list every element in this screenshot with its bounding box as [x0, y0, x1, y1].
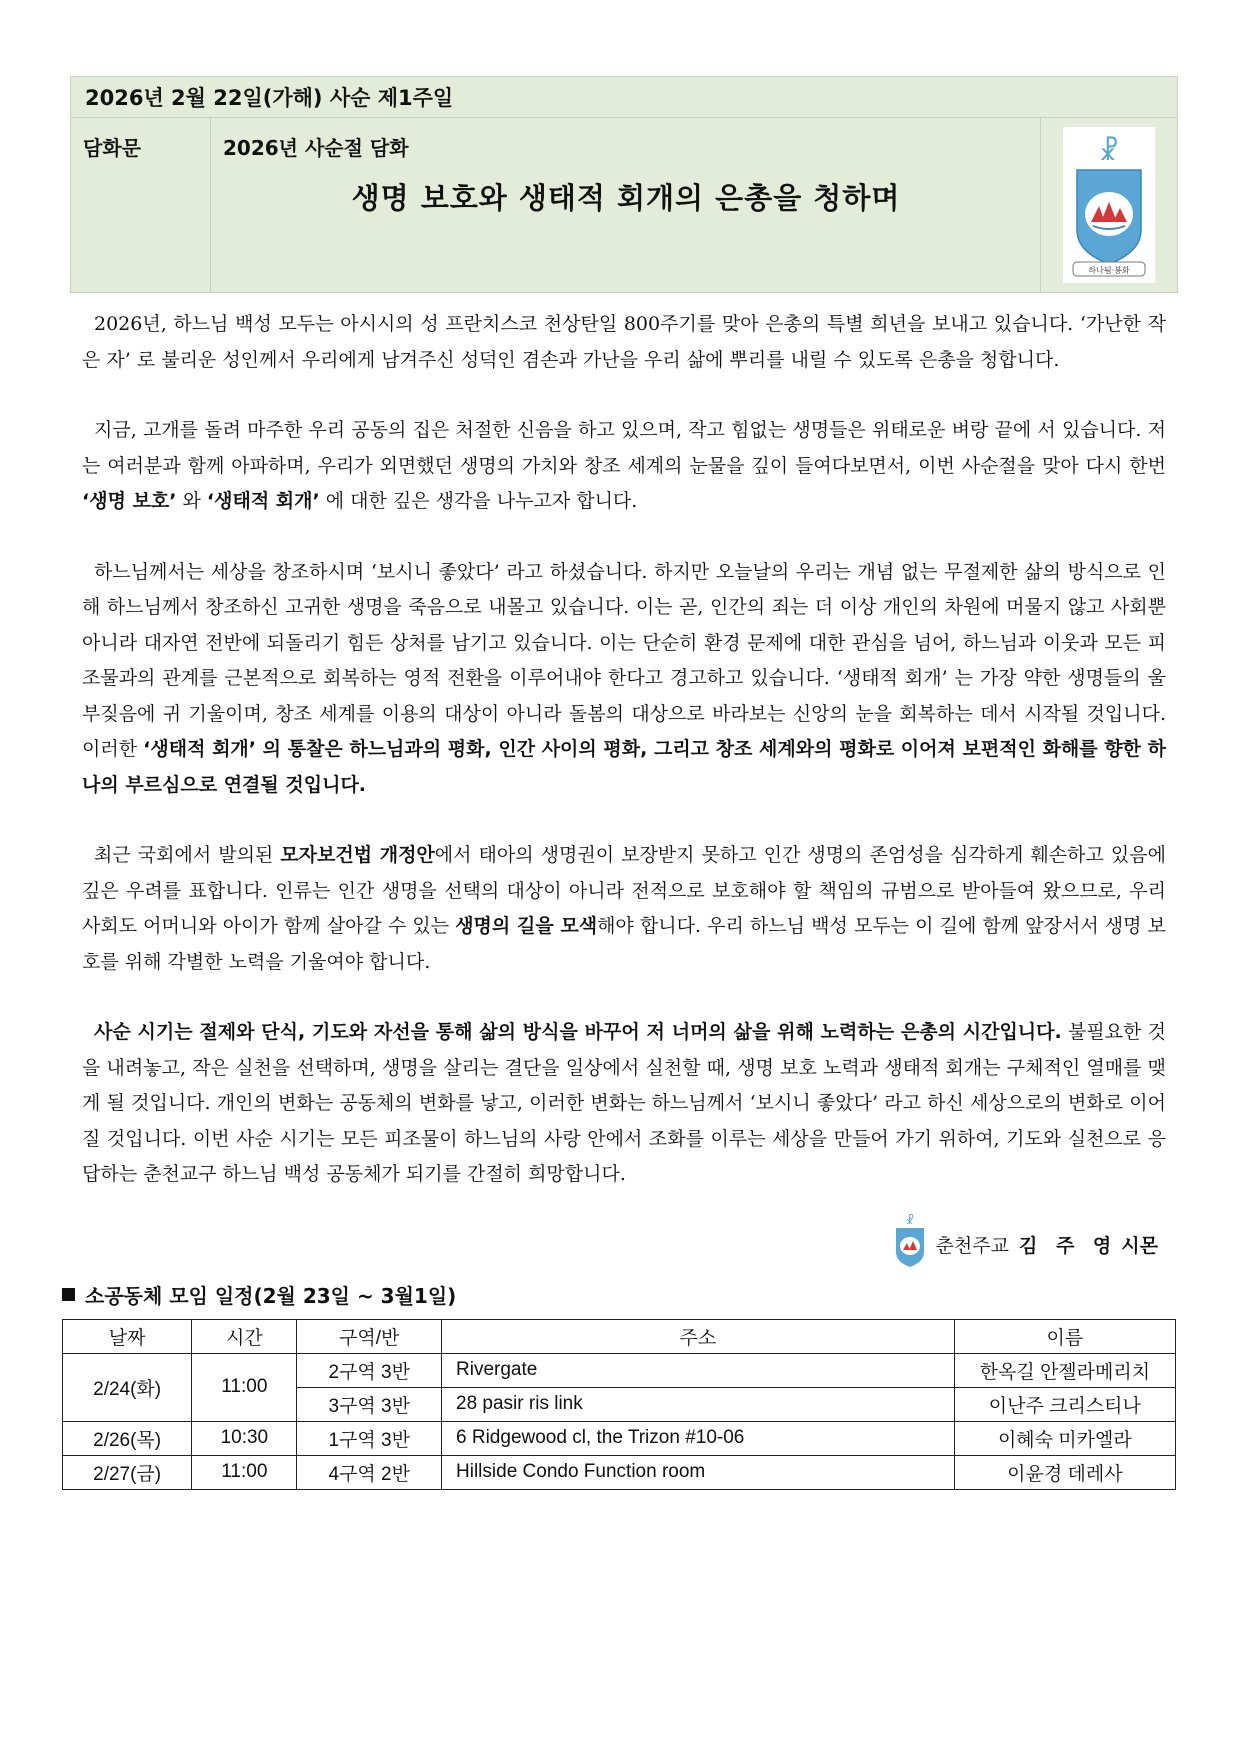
- title-block: [70, 118, 1178, 293]
- cell-address: Rivergate: [442, 1353, 955, 1387]
- signature-title: 춘천주교: [935, 1235, 1009, 1257]
- paragraph-2: 지금, 고개를 돌려 마주한 우리 공동의 집은 처절한 신음을 하고 있으며, 작고 힘없는 생명들은 위태로운 벼랑 끝에 서 있습니다. 저는 여러분과 함께 아파하며, 우리가 외면했던 생명의 가치와 창조 세계의 눈물을 깊이 들여다보면서, 이번 사순절을 맞아 다시 한번 ‘생명 보호’ 와 ‘생태적 회개’ 에 대한 깊은 생각을 나누고자 합니다.: [82, 419, 1166, 512]
- cell-address: Hillside Condo Function room: [442, 1455, 955, 1489]
- column-header-district: 구역/반: [297, 1319, 442, 1353]
- cell-time: 11:00: [192, 1455, 297, 1489]
- cell-district: 3구역 3반: [297, 1387, 442, 1421]
- cell-time: 11:00: [192, 1353, 297, 1421]
- message-subtitle: 2026년 사순절 담화: [223, 136, 409, 160]
- column-header-address: 주소: [442, 1319, 955, 1353]
- signature-saint-name: 시몬: [1121, 1235, 1158, 1257]
- svg-text:☧: ☧: [1098, 137, 1120, 167]
- table-row: [63, 1421, 1176, 1455]
- diocese-crest-small-icon: [890, 1212, 930, 1277]
- date-line: 2026년 2월 22일(가해) 사순 제1주일: [85, 86, 454, 110]
- table-row: [63, 1353, 1176, 1387]
- logo-caption: 하나됨·봉화: [1088, 266, 1130, 275]
- cell-date: 2/26(목): [63, 1421, 192, 1455]
- table-row: [63, 1455, 1176, 1489]
- column-header-name: 이름: [954, 1319, 1175, 1353]
- cell-name: 이윤경 데레사: [954, 1455, 1175, 1489]
- schedule-heading: [62, 1280, 1178, 1309]
- emphasis-path-of-life: 생명의 길을 모색: [455, 915, 598, 937]
- svg-text:☧: ☧: [905, 1214, 914, 1227]
- table-header-row: [63, 1319, 1176, 1353]
- message-title: 생명 보호와 생태적 회개의 은총을 청하며: [351, 181, 901, 215]
- signature: [70, 1214, 1178, 1276]
- cell-date: 2/24(화): [63, 1353, 192, 1421]
- cell-district: 1구역 3반: [297, 1421, 442, 1455]
- cell-name: 이난주 크리스티나: [954, 1387, 1175, 1421]
- paragraph-1: 2026년, 하느님 백성 모두는 아시시의 성 프란치스코 천상탄일 800주기를 맞아 은총의 특별 희년을 보내고 있습니다. ‘가난한 작은 자’ 로 불리운 성인께서 우리에게 남겨주신 성덕인 겸손과 가난을 우리 삶에 뿌리를 내릴 수 있도록 은총을 청합니다.: [82, 313, 1166, 371]
- emphasis-ecological-conversion: ‘생태적 회개’: [206, 490, 320, 512]
- cell-address: 6 Ridgewood cl, the Trizon #10-06: [442, 1421, 955, 1455]
- emphasis-life-protection: ‘생명 보호’: [82, 490, 177, 512]
- cell-district: 4구역 2반: [297, 1455, 442, 1489]
- paragraph-3: 하느님께서는 세상을 창조하시며 ‘보시니 좋았다’ 라고 하셨습니다. 하지만 오늘날의 우리는 개념 없는 무절제한 삶의 방식으로 인해 하느님께서 창조하신 고귀한 생명을 죽음으로 내몰고 있습니다. 이는 곧, 인간의 죄는 더 이상 개인의 차원에 머물지 않고 사회뿐 아니라 대자연 전반에 되돌리기 힘든 상처를 남기고 있습니다. 이는 단순히 환경 문제에 대한 관심을 넘어, 하느님과 이웃과 모든 피조물과의 관계를 근본적으로 회복하는 영적 전환을 이루어내야 한다고 경고하고 있습니다. ‘생태적 회개’ 는 가장 약한 생명들의 울부짖음에 귀 기울이며, 창조 세계를 이용의 대상이 아니라 돌봄의 대상으로 바라보는 신앙의 눈을 회복하는 데서 시작될 것입니다. 이러한 ‘생태적 회개’ 의 통찰은 하느님과의 평화, 인간 사이의 평화, 그리고 창조 세계와의 평화로 이어져 보편적인 화해를 향한 하나의 부르심으로 연결될 것입니다.: [82, 560, 1166, 796]
- cell-name: 한옥길 안젤라메리치: [954, 1353, 1175, 1387]
- cell-date: 2/27(금): [63, 1455, 192, 1489]
- emphasis-lent-time: 사순 시기는 절제와 단식, 기도와 자선을 통해 삶의 방식을 바꾸어 저 너머의 삶을 위해 노력하는 은총의 시간입니다.: [94, 1021, 1062, 1043]
- cell-district: 2구역 3반: [297, 1353, 442, 1387]
- cell-address: 28 pasir ris link: [442, 1387, 955, 1421]
- emphasis-law-amendment: 모자보건법 개정안: [280, 844, 435, 866]
- cell-time: 10:30: [192, 1421, 297, 1455]
- logo-cell: [1040, 118, 1177, 292]
- cell-name: 이혜숙 미카엘라: [954, 1421, 1175, 1455]
- message-body: [82, 307, 1166, 1193]
- schedule-table: [62, 1319, 1176, 1490]
- diocese-crest-icon: [1063, 127, 1155, 283]
- document-type-label: 담화문: [71, 118, 211, 292]
- paragraph-5: 사순 시기는 절제와 단식, 기도와 자선을 통해 삶의 방식을 바꾸어 저 너머의 삶을 위해 노력하는 은총의 시간입니다. 불필요한 것을 내려놓고, 작은 실천을 선택하며, 생명을 살리는 결단을 일상에서 실천할 때, 생명 보호 노력과 생태적 회개는 구체적인 열매를 맺게 될 것입니다. 개인의 변화는 공동체의 변화를 낳고, 이러한 변화는 하느님께서 ‘보시니 좋았다’ 라고 하신 세상으로의 변화로 이어질 것입니다. 이번 사순 시기는 모든 피조물이 하느님의 사랑 안에서 조화를 이루는 세상을 만들어 가기 위하여, 기도와 실천으로 응답하는 춘천교구 하느님 백성 공동체가 되기를 간절히 희망합니다.: [82, 1021, 1166, 1185]
- date-header: [70, 76, 1178, 118]
- column-header-time: 시간: [192, 1319, 297, 1353]
- schedule-heading-text: 소공동체 모임 일정(2월 23일 ~ 3월1일): [85, 1283, 457, 1308]
- column-header-date: 날짜: [63, 1319, 192, 1353]
- black-square-icon: [62, 1288, 75, 1301]
- emphasis-reconciliation: ‘생태적 회개’ 의 통찰은 하느님과의 평화, 인간 사이의 평화, 그리고 창조 세계와의 평화로 이어져 보편적인 화해를 향한 하나의 부르심으로 연결될 것입니다.: [82, 738, 1166, 796]
- paragraph-4: 최근 국회에서 발의된 모자보건법 개정안에서 태아의 생명권이 보장받지 못하고 인간 생명의 존엄성을 심각하게 훼손하고 있음에 깊은 우려를 표합니다. 인류는 인간 생명을 선택의 대상이 아니라 전적으로 보호해야 할 책임의 규범으로 받아들여 왔으므로, 우리 사회도 어머니와 아이가 함께 살아갈 수 있는 생명의 길을 모색해야 합니다. 우리 하느님 백성 모두는 이 길에 함께 앞장서서 생명 보호를 위해 각별한 노력을 기울여야 합니다.: [82, 844, 1166, 973]
- document-page: [70, 76, 1178, 1490]
- signature-name: 김 주 영: [1018, 1235, 1118, 1257]
